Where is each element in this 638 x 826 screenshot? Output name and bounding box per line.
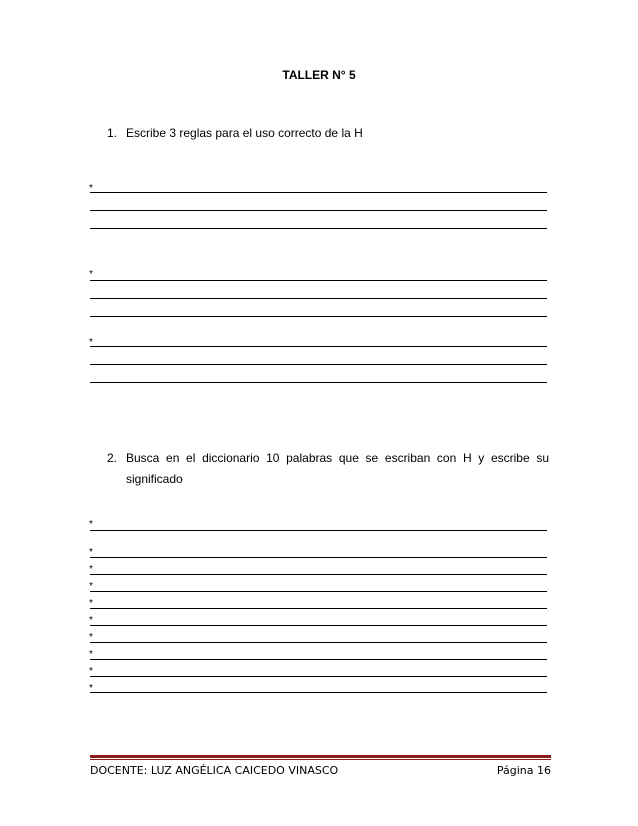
question-1-number: 1. bbox=[107, 126, 118, 140]
question-1-text: Escribe 3 reglas para el uso correcto de la H bbox=[126, 126, 363, 140]
worksheet-title: TALLER N° 5 bbox=[282, 68, 356, 82]
word-bullet: * bbox=[89, 683, 93, 694]
word-line[interactable] bbox=[90, 659, 547, 660]
word-bullet: * bbox=[89, 649, 93, 660]
question-1 bbox=[107, 123, 549, 144]
footer-rule bbox=[90, 755, 551, 758]
word-line[interactable] bbox=[90, 530, 547, 531]
answer-bullet: * bbox=[89, 183, 93, 194]
word-line[interactable] bbox=[90, 608, 547, 609]
word-line[interactable] bbox=[90, 676, 547, 677]
answer-line[interactable] bbox=[90, 382, 547, 383]
answer-bullet: * bbox=[89, 337, 93, 348]
answer-line[interactable] bbox=[90, 280, 547, 281]
word-line[interactable] bbox=[90, 557, 547, 558]
word-bullet: * bbox=[89, 581, 93, 592]
word-line[interactable] bbox=[90, 642, 547, 643]
answer-line[interactable] bbox=[90, 298, 547, 299]
footer-page-number: Página 16 bbox=[496, 764, 551, 777]
answer-line[interactable] bbox=[90, 364, 547, 365]
word-line[interactable] bbox=[90, 625, 547, 626]
word-line[interactable] bbox=[90, 574, 547, 575]
word-line[interactable] bbox=[90, 591, 547, 592]
footer-rule-thin bbox=[90, 759, 551, 760]
question-2 bbox=[107, 448, 549, 490]
footer-teacher-name: DOCENTE: LUZ ANGÉLICA CAICEDO VINASCO bbox=[90, 764, 339, 777]
word-bullet: * bbox=[89, 666, 93, 677]
answer-line[interactable] bbox=[90, 316, 547, 317]
word-bullet: * bbox=[89, 547, 93, 558]
word-bullet: * bbox=[89, 564, 93, 575]
word-line[interactable] bbox=[90, 692, 547, 693]
word-bullet: * bbox=[89, 615, 93, 626]
answer-line[interactable] bbox=[90, 228, 547, 229]
answer-bullet: * bbox=[89, 269, 93, 280]
word-bullet: * bbox=[89, 598, 93, 609]
word-bullet: * bbox=[89, 632, 93, 643]
answer-line[interactable] bbox=[90, 192, 547, 193]
answer-line[interactable] bbox=[90, 210, 547, 211]
answer-line[interactable] bbox=[90, 346, 547, 347]
word-bullet: * bbox=[89, 519, 93, 530]
question-2-text: Busca en el diccionario 10 palabras que se escriban con H y escribe su significado bbox=[126, 451, 549, 486]
question-2-number: 2. bbox=[107, 451, 118, 465]
